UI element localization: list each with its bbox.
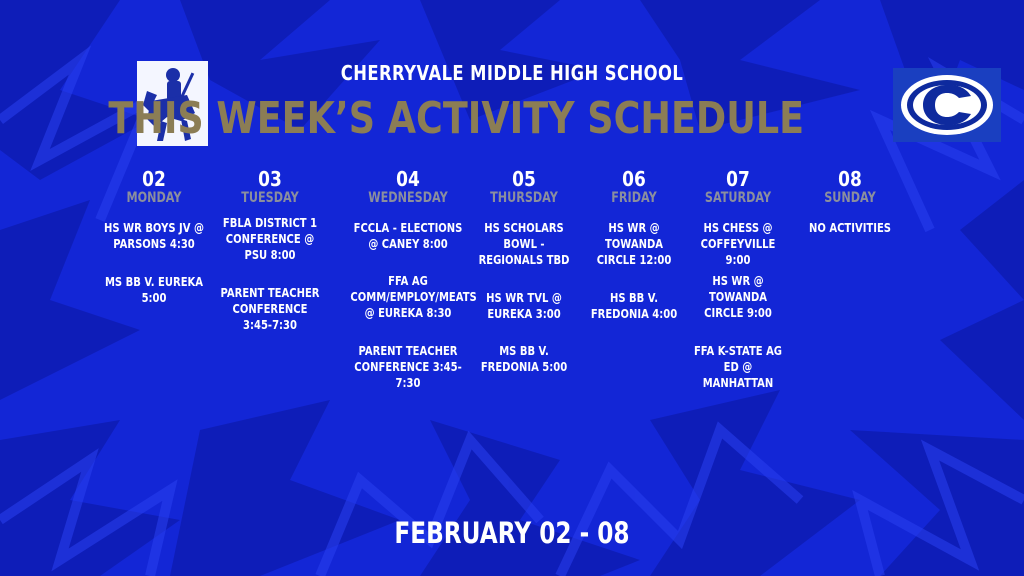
day-number: 06 [622, 167, 646, 191]
day-number: 03 [258, 167, 282, 191]
day-column-tuesday [220, 168, 320, 206]
date-range: FEBRUARY 02 - 08 [394, 516, 630, 550]
day-name: SATURDAY [704, 190, 772, 206]
event-item: HS SCHOLARS BOWL - REGIONALS TBD [478, 220, 570, 267]
day-number: 07 [726, 167, 750, 191]
event-item: FFA K-STATE AG ED @ MANHATTAN [693, 343, 783, 390]
day-name: WEDNESDAY [368, 190, 448, 206]
day-name: SUNDAY [824, 190, 876, 206]
event-item: HS BB V. FREDONIA 4:00 [590, 290, 678, 321]
day-column-sunday [800, 168, 900, 206]
event-item: FCCLA - ELECTIONS @ CANEY 8:00 [353, 220, 463, 251]
event-item: HS WR BOYS JV @ PARSONS 4:30 [104, 220, 204, 251]
page-title: THIS WEEK’S ACTIVITY SCHEDULE [108, 93, 805, 144]
day-number: 02 [142, 167, 166, 191]
day-column-monday [104, 168, 204, 206]
event-item: MS BB V. FREDONIA 5:00 [480, 343, 568, 374]
school-name: CHERRYVALE MIDDLE HIGH SCHOOL [340, 61, 684, 85]
event-item: HS WR @ TOWANDA CIRCLE 9:00 [704, 273, 772, 320]
event-item: HS WR @ TOWANDA CIRCLE 12:00 [596, 220, 672, 267]
event-item: FFA AG COMM/EMPLOY/MEATS @ EUREKA 8:30 [350, 273, 477, 320]
day-name: TUESDAY [241, 190, 299, 206]
day-name: THURSDAY [490, 190, 558, 206]
day-name: MONDAY [126, 190, 182, 206]
event-item: MS BB V. EUREKA 5:00 [104, 274, 204, 305]
day-name: FRIDAY [611, 190, 657, 206]
day-column-saturday [688, 168, 788, 206]
event-item: PARENT TEACHER CONFERENCE 3:45-7:30 [354, 343, 462, 390]
day-column-wednesday [348, 168, 468, 206]
day-number: 04 [396, 167, 420, 191]
day-number: 05 [512, 167, 536, 191]
event-item: NO ACTIVITIES [808, 220, 891, 235]
day-number: 08 [838, 167, 862, 191]
event-item: PARENT TEACHER CONFERENCE 3:45-7:30 [220, 285, 320, 332]
event-item: HS WR TVL @ EUREKA 3:00 [486, 290, 562, 321]
day-column-thursday [474, 168, 574, 206]
day-column-friday [584, 168, 684, 206]
event-item: HS CHESS @ COFFEYVILLE 9:00 [700, 220, 776, 267]
event-item: FBLA DISTRICT 1 CONFERENCE @ PSU 8:00 [222, 215, 318, 262]
